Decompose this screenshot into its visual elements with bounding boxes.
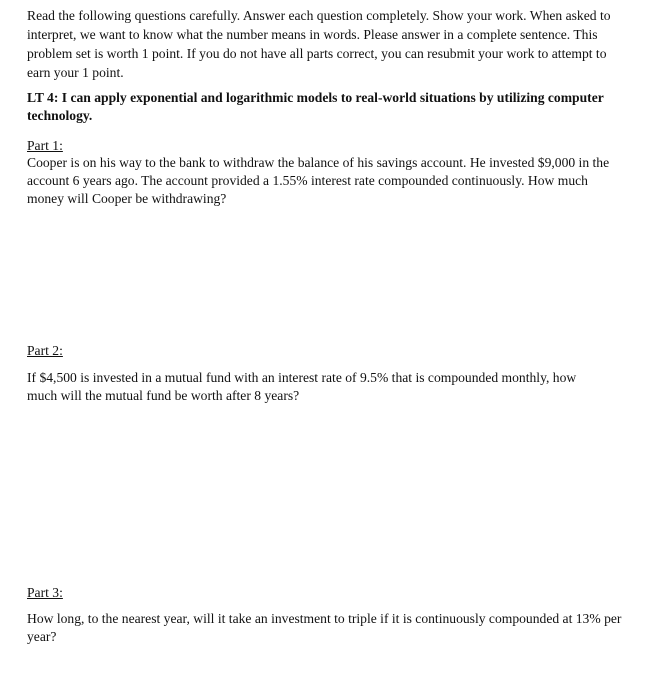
part-3-title: Part 3:	[27, 585, 63, 600]
instructions-paragraph: Read the following questions carefully. Answer each question completely. Show your work. When asked to interpret, we want to know what the number means in words. Please answer in a complete sentence. This problem set is worth 1 point. If you do not have all parts correct, you can resubmit your work to attempt to earn your 1 point.	[27, 8, 611, 80]
document-page	[27, 6, 627, 644]
part-2-question: If $4,500 is invested in a mutual fund with an interest rate of 9.5% that is compounded monthly, how much will the mutual fund be worth after 8 years?	[27, 370, 577, 403]
part-1-question: Cooper is on his way to the bank to withdraw the balance of his savings account. He invested $9,000 in the account 6 years ago. The account provided a 1.55% interest rate compounded continuously. How much money will Cooper be withdrawing?	[27, 155, 610, 206]
part-2-title: Part 2:	[27, 343, 63, 358]
learning-target-heading: LT 4: I can apply exponential and logarithmic models to real-world situations by utilizing computer technology.	[27, 90, 604, 123]
part-3-question: How long, to the nearest year, will it take an investment to triple if it is continuously compounded at 13% per year?	[27, 611, 622, 644]
part-1-title: Part 1:	[27, 138, 63, 153]
